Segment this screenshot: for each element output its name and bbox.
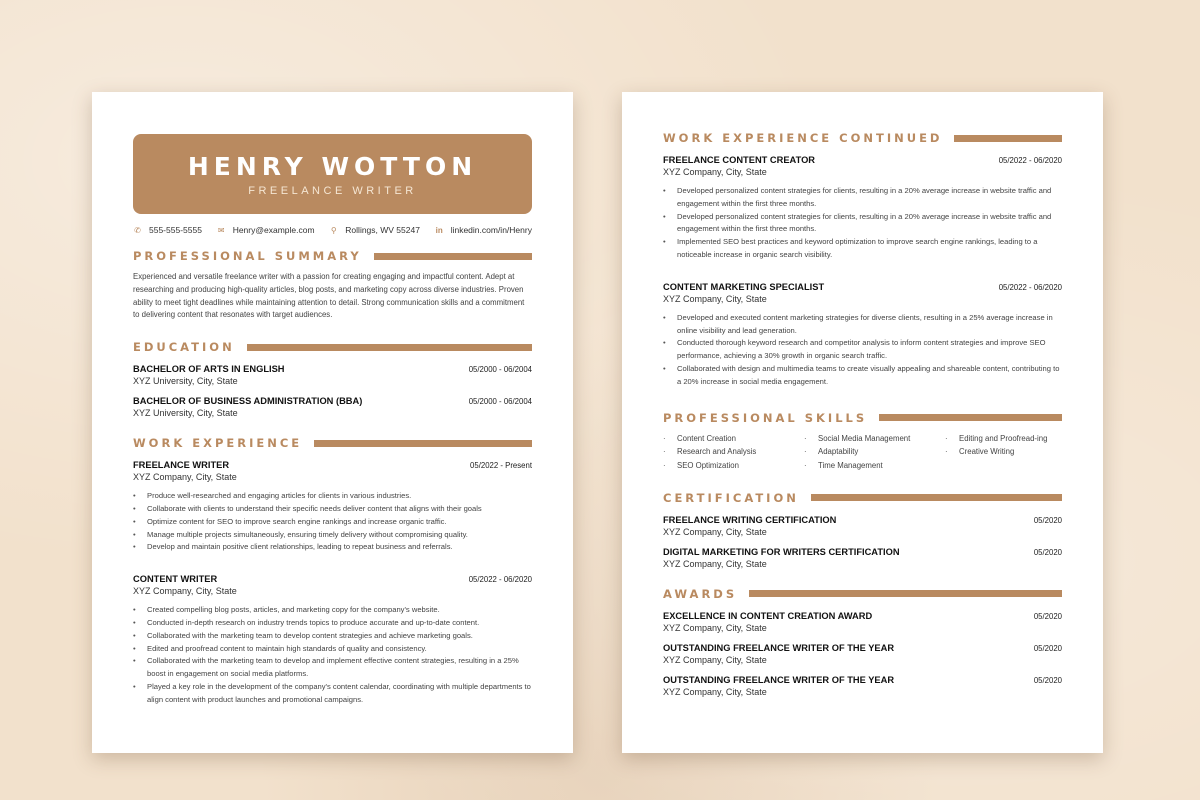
job-bullets <box>133 604 532 706</box>
skills-title: PROFESSIONAL SKILLS <box>663 410 868 425</box>
bullet-item: • Implemented SEO best practices and keyword optimization to improve search engine rankings, leading to a noticeable increase in organic search visibility. <box>663 236 1062 262</box>
experience-continued-title: WORK EXPERIENCE CONTINUED <box>663 131 943 145</box>
awards-title: AWARDS <box>663 586 738 601</box>
certification-entry <box>663 515 1062 537</box>
certification-date: 05/2020 <box>1033 515 1062 525</box>
summary-heading <box>133 249 532 263</box>
contact-location <box>329 225 420 235</box>
education-heading <box>133 340 532 354</box>
certification-entry <box>663 547 1062 569</box>
award-date: 05/2020 <box>1033 643 1062 653</box>
skill-item: · Social Media Management <box>804 433 945 446</box>
education-entry <box>133 396 532 418</box>
skills-heading <box>663 411 1062 425</box>
company-name: XYZ Company, City, State <box>133 472 237 483</box>
job-title: FREELANCE WRITER <box>133 460 230 471</box>
section-bar <box>374 253 532 260</box>
phone-text: 555-555-5555 <box>149 225 202 235</box>
awards-heading <box>663 587 1062 601</box>
degree-title: BACHELOR OF ARTS IN ENGLISH <box>133 364 285 375</box>
company-name: XYZ Company, City, State <box>663 293 767 304</box>
bullet-item: • Collaborated with the marketing team to develop content strategies and achieve marketing goals. <box>133 630 532 643</box>
section-bar <box>811 494 1062 501</box>
job-title: CONTENT WRITER <box>133 574 218 585</box>
award-org: XYZ Company, City, State <box>663 686 767 697</box>
job-bullets <box>663 185 1062 262</box>
school-name: XYZ University, City, State <box>133 376 238 387</box>
section-bar <box>954 135 1062 142</box>
skill-item: · Time Management <box>804 460 945 473</box>
section-bar <box>879 414 1062 421</box>
award-entry <box>663 675 1062 697</box>
location-text: Rollings, WV 55247 <box>345 225 420 235</box>
skill-item: · Adaptability <box>804 446 945 459</box>
school-name: XYZ University, City, State <box>133 408 238 419</box>
resume-page-2 <box>622 92 1103 753</box>
bullet-item: • Collaborated with the marketing team to develop and implement effective content strategies, resulting in a 25% boost in engagement on social media platforms. <box>133 655 532 681</box>
job-dates: 05/2022 - 06/2020 <box>468 575 532 585</box>
certification-name: FREELANCE WRITING CERTIFICATION <box>663 514 837 525</box>
email-text[interactable]: Henry@example.com <box>232 225 315 235</box>
skill-item: · SEO Optimization <box>663 460 804 473</box>
job-bullets <box>663 312 1062 389</box>
bullet-item: • Manage multiple projects simultaneously, ensuring timely delivery without compromising quality. <box>133 529 532 542</box>
contact-phone <box>133 225 202 235</box>
section-bar <box>749 590 1062 597</box>
award-entry <box>663 643 1062 665</box>
experience-title: WORK EXPERIENCE <box>133 436 303 451</box>
candidate-name: HENRY WOTTON <box>187 152 478 181</box>
contact-row <box>133 225 532 235</box>
summary-text: Experienced and versatile freelance writer with a passion for creating engaging and impactful content. Adept at researching and producing high-quality articles, blog posts, and marketing copy across diverse industries. Proven ability to meet tight deadlines while maintaining attention to detail. Strong communication skills and a commitment to delivering content that resonates with target audiences. <box>133 272 525 320</box>
bullet-item: • Edited and proofread content to maintain high standards of quality and consistency. <box>133 643 532 656</box>
section-bar <box>314 440 532 447</box>
job-entry <box>133 574 532 706</box>
certification-date: 05/2020 <box>1033 547 1062 557</box>
name-header <box>133 134 532 214</box>
skill-item: · Creative Writing <box>945 446 1062 459</box>
company-name: XYZ Company, City, State <box>663 167 767 177</box>
degree-dates: 05/2000 - 06/2004 <box>468 365 532 375</box>
job-entry <box>663 282 1062 389</box>
award-date: 05/2020 <box>1033 611 1062 621</box>
bullet-item: • Develop and maintain positive client relationships, leading to repeat business and referrals. <box>133 541 532 554</box>
linkedin-icon: in <box>435 225 443 235</box>
job-dates: 05/2022 - Present <box>470 461 532 471</box>
award-org: XYZ Company, City, State <box>663 622 767 633</box>
bullet-item: • Optimize content for SEO to improve search engine rankings and increase organic traffic. <box>133 516 532 529</box>
award-name: EXCELLENCE IN CONTENT CREATION AWARD <box>663 610 873 621</box>
bullet-item: • Conducted thorough keyword research and competitor analysis to inform content strategies and improve SEO performance, achieving a 30% growth in organic search traffic. <box>663 337 1062 363</box>
degree-title: BACHELOR OF BUSINESS ADMINISTRATION (BBA) <box>133 396 363 407</box>
company-name: XYZ Company, City, State <box>133 586 237 597</box>
award-name: OUTSTANDING FREELANCE WRITER OF THE YEAR <box>663 642 895 653</box>
bullet-item: • Collaborated with design and multimedia teams to create visually appealing and shareable content, contributing to a 20% increase in social media engagement. <box>663 363 1062 389</box>
job-title: CONTENT MARKETING SPECIALIST <box>663 281 825 292</box>
job-dates: 05/2022 - 06/2020 <box>998 282 1062 292</box>
skill-item: · Editing and Proofread-ing <box>945 433 1062 446</box>
certification-org: XYZ Company, City, State <box>663 526 767 537</box>
bullet-item: • Played a key role in the development of the company's content calendar, coordinating with multiple departments to align content with product launches and promotional campaigns. <box>133 681 532 707</box>
linkedin-text[interactable]: linkedin.com/in/Henry <box>450 225 532 235</box>
skill-item: · Research and Analysis <box>663 446 804 459</box>
award-date: 05/2020 <box>1033 675 1062 685</box>
certification-title: CERTIFICATION <box>663 490 799 505</box>
skills-grid <box>663 433 1062 473</box>
award-org: XYZ Company, City, State <box>663 654 767 665</box>
resume-page-1 <box>92 92 573 753</box>
bullet-item: • Conducted in-depth research on industry trends topics to produce accurate and up-to-date content. <box>133 617 532 630</box>
bullet-item: • Developed and executed content marketing strategies for diverse clients, resulting in a 25% average increase in online visibility and lead generation. <box>663 312 1062 338</box>
candidate-role: FREELANCE WRITER <box>248 185 417 197</box>
certification-name: DIGITAL MARKETING FOR WRITERS CERTIFICATION <box>663 546 900 557</box>
certification-heading <box>663 491 1062 505</box>
email-icon: ✉ <box>217 225 225 235</box>
education-title: EDUCATION <box>133 340 235 355</box>
bullet-item: • Collaborate with clients to understand their specific needs deliver content that aligns with their goals <box>133 503 532 516</box>
bullet-item: • Developed personalized content strategies for clients, resulting in a 20% average increase in website traffic and engagement within the first three months. <box>663 185 1062 211</box>
contact-linkedin[interactable] <box>435 225 532 235</box>
bullet-item: • Developed personalized content strategies for clients, resulting in a 20% average increase in website traffic and engagement within the first three months. <box>663 211 1062 237</box>
award-name: OUTSTANDING FREELANCE WRITER OF THE YEAR <box>663 674 895 685</box>
summary-title: PROFESSIONAL SUMMARY <box>133 249 362 263</box>
skill-item: · Content Creation <box>663 433 804 446</box>
phone-icon: ✆ <box>134 225 141 235</box>
location-pin-icon: ⚲ <box>330 225 337 235</box>
bullet-item: • Created compelling blog posts, articles, and marketing copy for the company's website. <box>133 604 532 617</box>
job-title: FREELANCE CONTENT CREATOR <box>663 155 816 165</box>
job-bullets <box>133 490 532 554</box>
certification-org: XYZ Company, City, State <box>663 558 767 569</box>
section-bar <box>247 344 532 351</box>
degree-dates: 05/2000 - 06/2004 <box>468 397 532 407</box>
award-entry <box>663 611 1062 633</box>
experience-heading <box>133 436 532 450</box>
job-entry <box>663 155 1062 262</box>
job-entry <box>133 460 532 554</box>
bullet-item: • Produce well-researched and engaging articles for clients in various industries. <box>133 490 532 503</box>
contact-email[interactable] <box>217 225 315 235</box>
job-dates: 05/2022 - 06/2020 <box>998 156 1062 165</box>
experience-continued-heading <box>663 131 1062 145</box>
education-entry <box>133 364 532 386</box>
